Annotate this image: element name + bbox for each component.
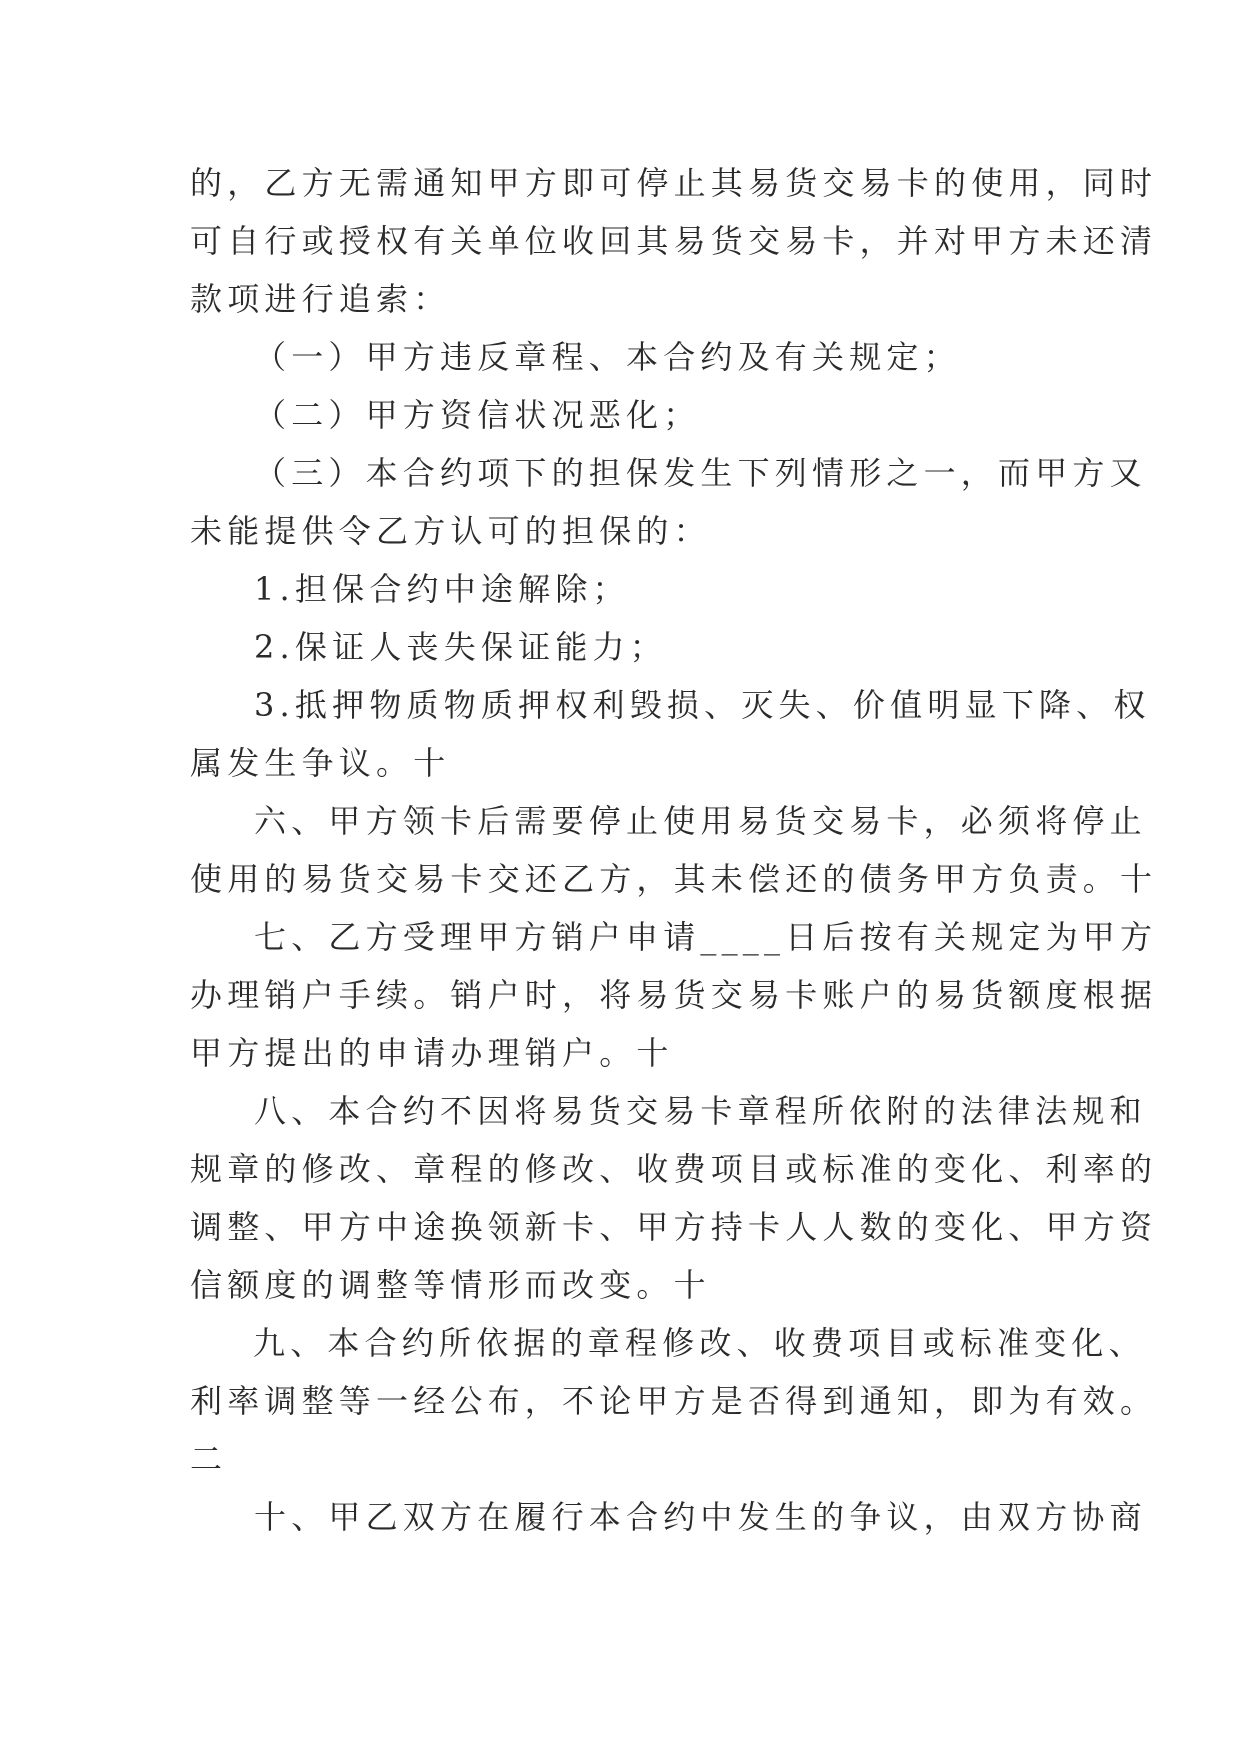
text-line: 款项进行追索： (190, 280, 451, 318)
text-line: 3.抵押物质物质押权利毁损、灭失、价值明显下降、权 (254, 686, 1151, 724)
text-line: 调整、甲方中途换领新卡、甲方持卡人人数的变化、甲方资 (190, 1208, 1158, 1246)
text-line: 七、乙方受理甲方销户申请____日后按有关规定为甲方 (254, 918, 1158, 956)
text-line: 属发生争议。十 (190, 744, 451, 782)
text-line: 的，乙方无需通知甲方即可停止其易货交易卡的使用，同时 (190, 164, 1158, 202)
text-line: （一）甲方违反章程、本合约及有关规定； (254, 338, 961, 376)
text-line: 信额度的调整等情形而改变。十 (190, 1266, 711, 1304)
text-line: 二 (190, 1440, 228, 1478)
text-line: 九、本合约所依据的章程修改、收费项目或标准变化、 (253, 1324, 1146, 1362)
text-line: 八、本合约不因将易货交易卡章程所依附的法律法规和 (254, 1092, 1147, 1130)
text-line: 可自行或授权有关单位收回其易货交易卡，并对甲方未还清 (190, 222, 1158, 260)
text-line: 使用的易货交易卡交还乙方，其未偿还的债务甲方负责。十 (190, 860, 1158, 898)
text-line: （三）本合约项下的担保发生下列情形之一，而甲方又 (254, 454, 1147, 492)
text-line: （二）甲方资信状况恶化； (254, 396, 701, 434)
text-line: 办理销户手续。销户时，将易货交易卡账户的易货额度根据 (190, 976, 1158, 1014)
text-line: 十、甲乙双方在履行本合约中发生的争议，由双方协商 (254, 1498, 1147, 1536)
text-line: 甲方提出的申请办理销户。十 (190, 1034, 674, 1072)
text-line: 1.担保合约中途解除； (254, 570, 630, 608)
text-line: 规章的修改、章程的修改、收费项目或标准的变化、利率的 (190, 1150, 1158, 1188)
text-line: 六、甲方领卡后需要停止使用易货交易卡，必须将停止 (254, 802, 1147, 840)
text-line: 利率调整等一经公布，不论甲方是否得到通知，即为有效。 (190, 1382, 1158, 1420)
text-line: 2.保证人丧失保证能力； (254, 628, 667, 666)
text-line: 未能提供令乙方认可的担保的： (190, 512, 711, 550)
